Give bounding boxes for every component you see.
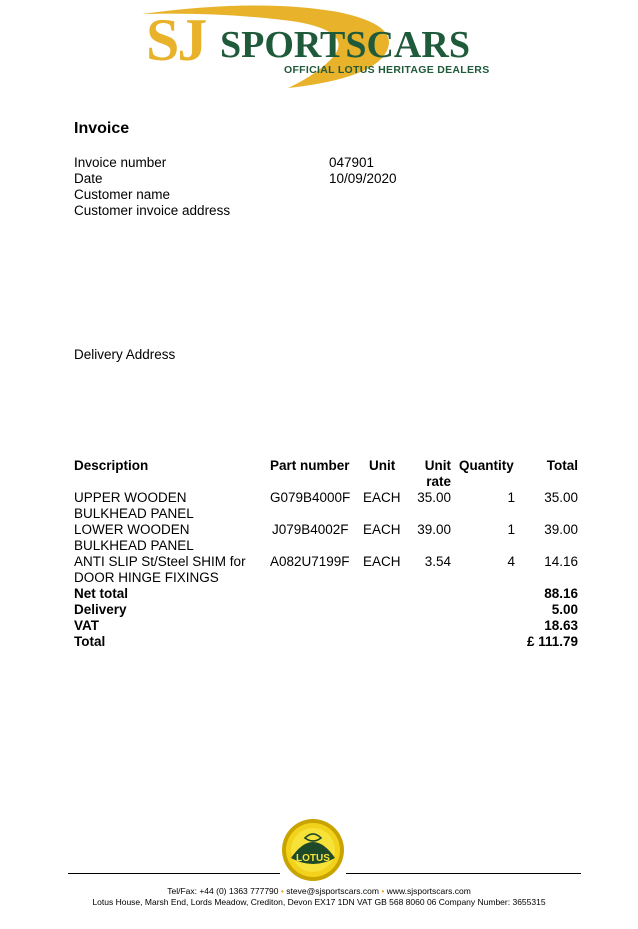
- row-1-description: UPPER WOODEN BULKHEAD PANEL: [74, 490, 194, 521]
- row-2-total: 39.00: [544, 522, 578, 537]
- footer-email[interactable]: steve@sjsportscars.com: [286, 886, 379, 896]
- lotus-badge: [281, 818, 345, 882]
- grand-total-label: Total: [74, 634, 106, 649]
- row-2-quantity: 1: [507, 522, 515, 537]
- footer-divider-right: [346, 873, 581, 874]
- row-2-unit: EACH: [363, 522, 401, 537]
- col-header-quantity: Quantity: [459, 458, 514, 473]
- lotus-badge-text: LOTUS: [296, 853, 330, 864]
- invoice-number-value: 047901: [329, 155, 375, 170]
- logo-name: SPORTSCARS: [220, 24, 470, 66]
- col-header-unit: Unit: [369, 458, 396, 473]
- date-label: Date: [74, 171, 103, 186]
- row-2-part-number: J079B4002F: [272, 522, 349, 537]
- col-header-part-number: Part number: [270, 458, 350, 473]
- company-logo: [138, 4, 510, 92]
- row-3-unit-rate: 3.54: [424, 554, 451, 569]
- vat-label: VAT: [74, 618, 99, 633]
- invoice-number-label: Invoice number: [74, 155, 167, 170]
- row-1-part-number: G079B4000F: [270, 490, 351, 505]
- logo-tagline: OFFICIAL LOTUS HERITAGE DEALERS: [284, 64, 490, 76]
- date-value: 10/09/2020: [329, 171, 397, 186]
- net-total-label: Net total: [74, 586, 128, 601]
- customer-address-label: Customer invoice address: [74, 203, 231, 218]
- footer-website[interactable]: www.sjsportscars.com: [386, 886, 471, 896]
- row-2-description: LOWER WOODEN BULKHEAD PANEL: [74, 522, 194, 553]
- row-1-quantity: 1: [507, 490, 515, 505]
- delivery-address-label: Delivery Address: [74, 347, 176, 362]
- col-header-description: Description: [74, 458, 149, 473]
- col-header-unit-rate: Unit rate: [424, 458, 451, 489]
- footer-address: Lotus House, Marsh End, Lords Meadow, Crediton, Devon EX17 1DN VAT GB 568 8060 06 Company Number: 3655315: [92, 897, 546, 907]
- grand-total-value: £ 111.79: [526, 634, 578, 649]
- row-3-quantity: 4: [507, 554, 515, 569]
- row-1-unit-rate: 35.00: [417, 490, 451, 505]
- row-3-description: ANTI SLIP St/Steel SHIM for DOOR HINGE FIXINGS: [74, 554, 246, 585]
- row-3-unit: EACH: [363, 554, 401, 569]
- delivery-label: Delivery: [74, 602, 127, 617]
- row-1-unit: EACH: [363, 490, 401, 505]
- customer-name-label: Customer name: [74, 187, 171, 202]
- delivery-value: 5.00: [551, 602, 578, 617]
- footer-phone: Tel/Fax: +44 (0) 1363 777790: [167, 886, 279, 896]
- page-title: Invoice: [74, 120, 130, 137]
- row-2-unit-rate: 39.00: [417, 522, 451, 537]
- footer-divider-left: [68, 873, 280, 874]
- row-1-total: 35.00: [544, 490, 578, 505]
- footer-separator-1: •: [280, 886, 284, 896]
- footer-separator-2: •: [381, 886, 385, 896]
- row-3-total: 14.16: [544, 554, 578, 569]
- vat-value: 18.63: [544, 618, 578, 633]
- logo-letters: SJ: [146, 7, 206, 73]
- col-header-total: Total: [546, 458, 578, 473]
- footer-contact: [0, 886, 638, 896]
- row-3-part-number: A082U7199F: [270, 554, 350, 569]
- lotus-badge-icon: [281, 818, 345, 882]
- net-total-value: 88.16: [544, 586, 578, 601]
